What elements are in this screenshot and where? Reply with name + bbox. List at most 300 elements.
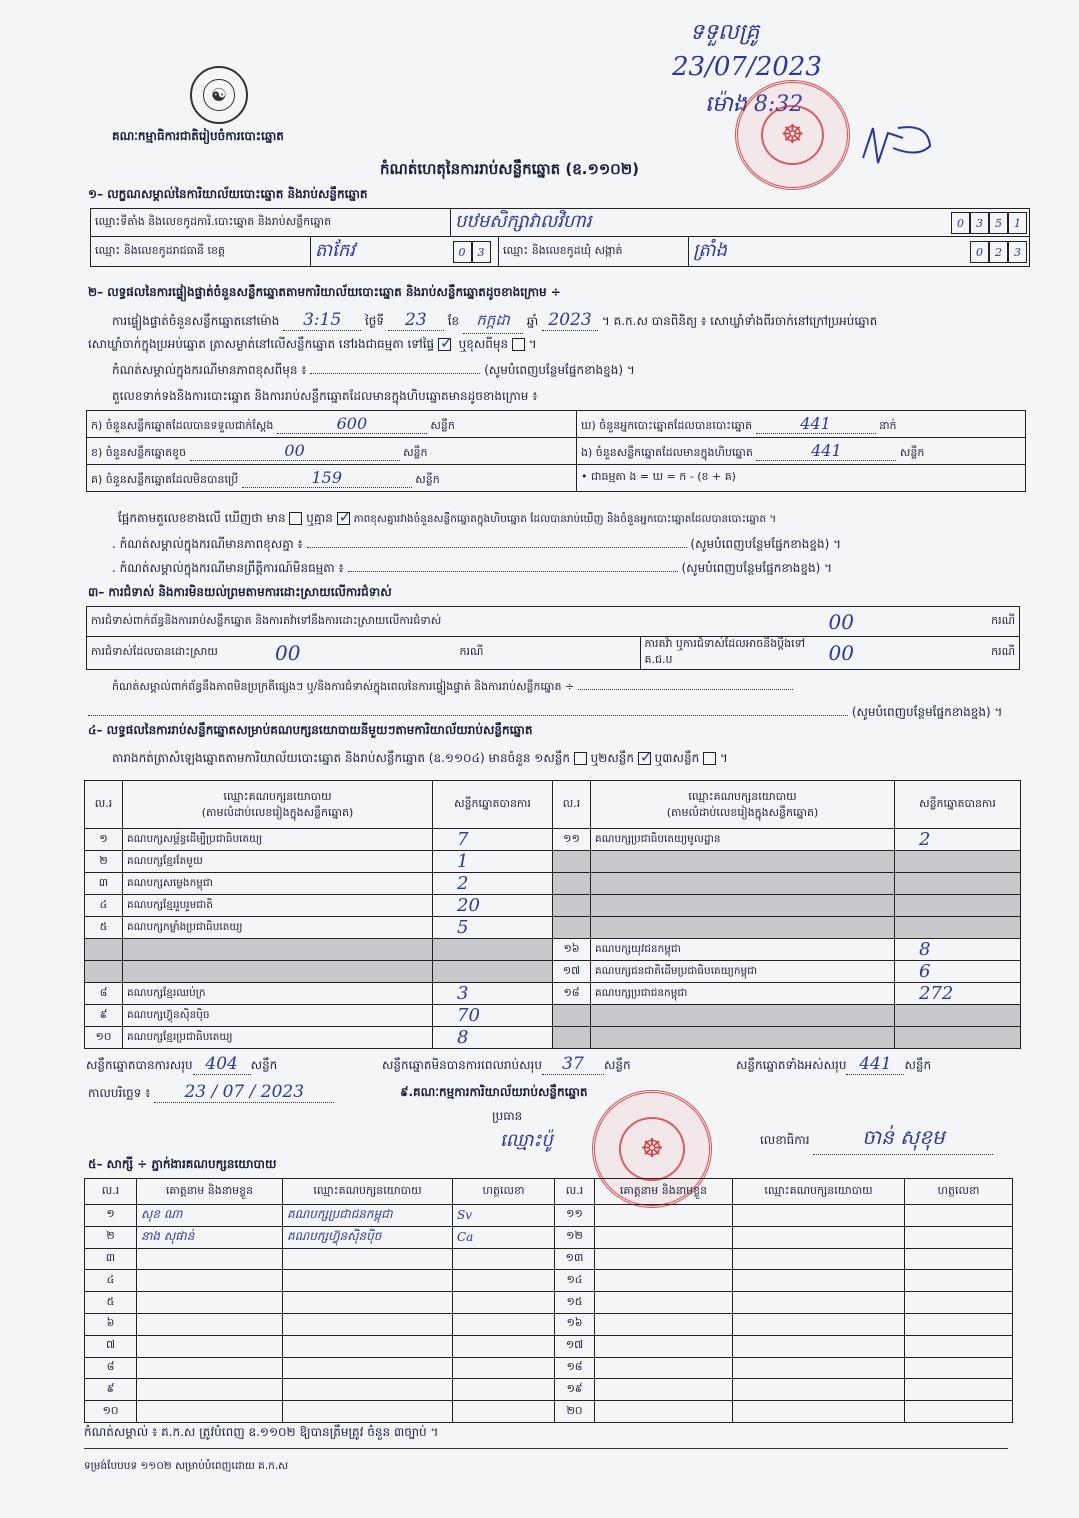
party-name bbox=[123, 829, 433, 851]
party-votes bbox=[433, 895, 553, 917]
office-code-digit: 5 bbox=[989, 212, 1008, 234]
party-no bbox=[553, 873, 591, 895]
witness-name bbox=[595, 1379, 733, 1401]
received-ballots-value: 600 bbox=[277, 414, 427, 434]
party-votes bbox=[895, 1027, 1021, 1049]
witness-name bbox=[595, 1248, 733, 1270]
witness-no-text: ២០ bbox=[566, 1403, 583, 1417]
witness-no-text: ៦ bbox=[106, 1316, 115, 1330]
objections-row2-label: ការជំទាស់ដែលបានដោះស្រាយ bbox=[87, 637, 272, 670]
witness-signature bbox=[453, 1379, 555, 1401]
witness-party bbox=[733, 1270, 905, 1292]
footer-divider bbox=[84, 1448, 1008, 1449]
witness-name bbox=[595, 1313, 733, 1335]
witness-signature bbox=[453, 1270, 555, 1292]
party-no-text: ៣ bbox=[98, 875, 109, 889]
chair-label: ប្រធាន bbox=[492, 1109, 523, 1123]
col-party bbox=[123, 781, 433, 829]
witness-no bbox=[555, 1401, 595, 1423]
objections-note-blank[interactable] bbox=[578, 689, 793, 690]
formula: • ជាធម្មតា ង = ឃ = ក - (ខ + គ) bbox=[577, 465, 1026, 492]
unit: នាក់ bbox=[879, 418, 897, 432]
col-no: ល.រ bbox=[553, 781, 591, 829]
witness-name-text: នាង សុផាន់ bbox=[141, 1229, 195, 1244]
voters-voted-value: 441 bbox=[756, 414, 876, 434]
party-name bbox=[591, 939, 895, 961]
witness-signature bbox=[453, 1313, 555, 1335]
incident-note-line bbox=[112, 560, 832, 578]
witness-party bbox=[283, 1401, 453, 1423]
witness-no bbox=[85, 1401, 137, 1423]
received-note: ទទួលគ្រូ bbox=[690, 20, 760, 45]
seal-check-text: សោឃ្លាំចាក់ក្នុងប្រអប់ឆ្នោត ត្រាសម្ងាត់នៅលើសន្លឹកឆ្នោត នៅរងជាធម្មតា ទៅផ្ទៃ bbox=[88, 337, 435, 351]
commune-code-digit: 0 bbox=[970, 241, 989, 263]
difference-note-blank[interactable] bbox=[310, 373, 480, 374]
witness-signature bbox=[905, 1379, 1013, 1401]
party-no bbox=[553, 917, 591, 939]
difference-no-checkbox[interactable] bbox=[337, 512, 350, 525]
witness-signature bbox=[905, 1270, 1013, 1292]
witness-col-name: គោត្តនាម និងនាមខ្លួន bbox=[595, 1179, 733, 1205]
party-votes-text bbox=[437, 961, 457, 982]
party-no bbox=[553, 829, 591, 851]
party-no bbox=[85, 829, 123, 851]
witness-no-text: ១៣ bbox=[565, 1250, 584, 1264]
witness-col-sign: ហត្ថលេខា bbox=[453, 1179, 555, 1205]
office-code-digit: 0 bbox=[951, 212, 970, 234]
incident-note-label: . កំណត់សម្គាល់ក្នុងករណីមានព្រឹត្តិការណ៍មិនធម្មតា ៖ bbox=[112, 561, 344, 575]
col-party bbox=[591, 781, 895, 829]
date-value: 23 / 07 / 2023 bbox=[154, 1082, 334, 1103]
witness-party bbox=[283, 1313, 453, 1335]
party-votes-text bbox=[899, 917, 919, 938]
witness-no bbox=[555, 1357, 595, 1379]
witness-no-text: ៤ bbox=[106, 1272, 115, 1286]
table-row bbox=[85, 917, 1021, 939]
total-valid-label: សន្លឹកឆ្នោតបានការសរុប bbox=[86, 1058, 193, 1072]
witness-name bbox=[137, 1379, 283, 1401]
witness-party bbox=[733, 1205, 905, 1227]
received-time: ម៉ោង 8:32 bbox=[705, 92, 804, 117]
party-name bbox=[123, 983, 433, 1005]
chair-signature: ឈ្មោះប៉ូ bbox=[500, 1130, 553, 1151]
col-no: ល.រ bbox=[85, 781, 123, 829]
party-votes bbox=[433, 1005, 553, 1027]
table-row bbox=[85, 1005, 1021, 1027]
table-row bbox=[85, 1379, 1013, 1401]
section1-table-row2 bbox=[90, 236, 1030, 267]
party-votes-text: 3 bbox=[457, 983, 469, 1004]
table-row bbox=[85, 1313, 1013, 1335]
unit: ករណី bbox=[970, 607, 1020, 637]
section1-heading: ១– លក្ខណសម្គាល់នៃការិយាល័យបោះឆ្នោត និងរាប់សន្លឹកឆ្នោត bbox=[88, 187, 368, 201]
witness-no bbox=[555, 1270, 595, 1292]
witness-signature bbox=[905, 1248, 1013, 1270]
total-invalid-value: 37 bbox=[542, 1054, 604, 1075]
province-value: តាកែវ bbox=[315, 240, 355, 261]
difference-note2-hint: (សូមបំពេញបន្ថែមផ្នែកខាងខ្នង) ។ bbox=[690, 537, 841, 551]
party-no-text: ១១ bbox=[563, 831, 580, 845]
party-votes bbox=[433, 829, 553, 851]
witness-party bbox=[733, 1335, 905, 1357]
verification-day-label: ថ្ងៃទី bbox=[365, 314, 385, 328]
witness-signature bbox=[453, 1335, 555, 1357]
witness-name bbox=[137, 1335, 283, 1357]
spoiled-ballots-label: ខ) ចំនួនសន្លឹកឆ្នោតខូច bbox=[91, 445, 187, 459]
witness-name bbox=[137, 1401, 283, 1423]
total-invalid-label: សន្លឹកឆ្នោតមិនបានការពេលរាប់សរុប bbox=[382, 1058, 542, 1072]
unit: សន្លឹក bbox=[899, 445, 925, 459]
party-votes bbox=[895, 851, 1021, 873]
verification-day: 23 bbox=[388, 310, 444, 331]
party-no-text: ៩ bbox=[99, 1007, 108, 1021]
unit: សន្លឹក bbox=[403, 445, 428, 459]
party-no bbox=[553, 939, 591, 961]
witness-name bbox=[595, 1401, 733, 1423]
party-name bbox=[591, 983, 895, 1005]
witness-signature bbox=[905, 1313, 1013, 1335]
verification-year: 2023 bbox=[542, 310, 598, 331]
official-stamp-bottom: ☸ bbox=[592, 1090, 712, 1208]
party-no bbox=[85, 1027, 123, 1049]
witness-signature bbox=[453, 1226, 555, 1248]
party-no bbox=[553, 895, 591, 917]
objections-note-label: កំណត់សម្គាល់ពាក់ព័ន្ធនឹងភាពមិនប្រក្រតីផ្សេងៗ ឬ/និងការជំទាស់ក្នុងពេលនៃការផ្ទៀងផ្ទាត់ និងការរាប់សន្លឹកឆ្នោត ÷ bbox=[112, 680, 575, 693]
witness-signature bbox=[905, 1205, 1013, 1227]
witness-no bbox=[555, 1313, 595, 1335]
figures-table bbox=[86, 410, 1026, 492]
unit: សន្លឹក bbox=[603, 1058, 631, 1072]
total-all-value: 441 bbox=[846, 1054, 904, 1075]
witness-party bbox=[733, 1379, 905, 1401]
table-row bbox=[85, 873, 1021, 895]
total-all-label: សន្លឹកឆ្នោតទាំងអស់សរុប bbox=[736, 1058, 847, 1072]
witness-signature bbox=[905, 1401, 1013, 1423]
counting-committee-label: ៩.គណៈកម្មការការិយាល័យរាប់សន្លឹកឆ្នោត bbox=[400, 1085, 588, 1099]
party-no bbox=[553, 1027, 591, 1049]
witness-signature bbox=[905, 1335, 1013, 1357]
witness-no bbox=[555, 1226, 595, 1248]
party-no bbox=[85, 895, 123, 917]
witness-signature bbox=[453, 1401, 555, 1423]
footer-note: កំណត់សម្គាល់ ៖ គ.ក.ស ត្រូវបំពេញ ឧ.១១០២ ឱ្យបានត្រឹមត្រូវ ចំនួន ៣ច្បាប់ ។ bbox=[84, 1425, 439, 1439]
unit: ករណី bbox=[970, 637, 1020, 670]
witness-no-text: ៣ bbox=[105, 1250, 116, 1264]
province-label: ឈ្មោះ និងលេខកូដរាជធានី ខេត្ត bbox=[91, 237, 311, 267]
difference-yes-checkbox[interactable] bbox=[289, 512, 302, 525]
date-line bbox=[88, 1082, 334, 1103]
results-body bbox=[85, 829, 1021, 1049]
total-all bbox=[736, 1054, 931, 1075]
witness-no bbox=[85, 1205, 137, 1227]
col-party-sub: (តាមលំដាប់លេខរៀងក្នុងសន្លឹកឆ្នោត) bbox=[201, 805, 354, 819]
difference-note-hint: (សូមបំពេញបន្ថែមផ្នែកខាងខ្នង) ។ bbox=[484, 363, 635, 377]
witness-no-text: ១៩ bbox=[566, 1381, 583, 1395]
totals-line bbox=[86, 1054, 1020, 1076]
witness-party bbox=[283, 1270, 453, 1292]
witness-no-text: ៨ bbox=[106, 1359, 115, 1373]
party-votes-text: 7 bbox=[457, 829, 469, 850]
party-votes bbox=[895, 961, 1021, 983]
witness-name bbox=[595, 1335, 733, 1357]
col-party-title: ឈ្មោះគណបក្សនយោបាយ bbox=[688, 789, 797, 803]
witness-col-no: ល.រ bbox=[85, 1179, 137, 1205]
party-votes-text: 20 bbox=[457, 895, 480, 916]
party-name bbox=[591, 1027, 895, 1049]
table-row bbox=[85, 851, 1021, 873]
witness-no bbox=[555, 1205, 595, 1227]
party-name-text: គណបក្សខ្មែរប្រជាធិបតេយ្យ bbox=[127, 1030, 233, 1043]
witness-party bbox=[283, 1292, 453, 1314]
table-row bbox=[85, 1248, 1013, 1270]
party-votes-text: 8 bbox=[457, 1027, 469, 1048]
witness-no-text: ១៦ bbox=[566, 1316, 583, 1330]
table-row bbox=[85, 961, 1021, 983]
incident-note-blank[interactable] bbox=[348, 571, 678, 572]
table-row bbox=[85, 1226, 1013, 1248]
party-votes bbox=[433, 939, 553, 961]
voters-voted-label: ឃ) ចំនួនអ្នកបោះឆ្នោតដែលបានបោះឆ្នោត bbox=[581, 418, 753, 432]
spoiled-ballots-value: 00 bbox=[190, 441, 400, 461]
witness-party-text: គណបក្សហ៊្វុនស៊ិនប៉ិច bbox=[287, 1229, 382, 1244]
page-title: កំណត់ហេតុនៃការរាប់សន្លឹកឆ្នោត (ឧ.១១០២) bbox=[380, 160, 640, 178]
committee-emblem-icon: ☯ bbox=[190, 66, 248, 124]
witness-no-text: ២ bbox=[106, 1229, 115, 1243]
two-sheets-checkbox[interactable] bbox=[638, 752, 651, 765]
two-sheets-label: ឬ២សន្លឹក bbox=[590, 751, 635, 765]
committee-name: គណៈកម្មាធិការជាតិរៀបចំការបោះឆ្នោត bbox=[112, 129, 284, 143]
witness-no-text: ១៥ bbox=[566, 1294, 583, 1308]
total-valid bbox=[86, 1054, 277, 1075]
witness-col-party: ឈ្មោះគណបក្សនយោបាយ bbox=[733, 1179, 905, 1205]
party-votes-text bbox=[899, 895, 919, 916]
party-votes-text: 8 bbox=[919, 939, 931, 960]
witness-name bbox=[137, 1248, 283, 1270]
table-row bbox=[85, 1292, 1013, 1314]
verification-year-label: ឆ្នាំ bbox=[526, 314, 539, 328]
party-name-text: គណបក្សសម្លេងកម្ពុជា bbox=[127, 876, 213, 889]
witness-name bbox=[137, 1313, 283, 1335]
objections-note bbox=[112, 680, 793, 696]
party-no bbox=[85, 983, 123, 1005]
party-no-text: ៤ bbox=[99, 897, 108, 911]
tally-sheets-label: តារាងកត់ត្រាសំឡេងឆ្នោតតាមការិយាល័យបោះឆ្នោត និងរាប់សន្លឹកឆ្នោត (ឧ.១១០៤) មានចំនួន ១សន្លឹក bbox=[112, 751, 570, 765]
party-name-text: គណបក្សយុវជនកម្ពុជា bbox=[595, 942, 681, 955]
total-invalid bbox=[382, 1054, 631, 1075]
party-votes-text bbox=[899, 851, 919, 872]
witness-party bbox=[283, 1335, 453, 1357]
witness-no bbox=[85, 1335, 137, 1357]
objections-row1-label: ការជំទាស់ពាក់ព័ន្ធនិងការរាប់សន្លឹកឆ្នោត និងការតវ៉ាទៅនឹងការដោះស្រាយលើការជំទាស់ bbox=[87, 607, 825, 637]
witness-party bbox=[733, 1292, 905, 1314]
witness-col-sign: ហត្ថលេខា bbox=[905, 1179, 1013, 1205]
table-row bbox=[85, 983, 1021, 1005]
party-votes bbox=[895, 895, 1021, 917]
section3-heading: ៣– ការជំទាស់ និងការមិនយល់ព្រមតាមការដោះស្រាយលើការជំទាស់ bbox=[88, 585, 392, 599]
witness-no-text: ១០ bbox=[102, 1403, 119, 1417]
witness-col-no: ល.រ bbox=[555, 1179, 595, 1205]
verification-time-label: ការផ្ទៀងផ្ទាត់ចំនួនសន្លឹកឆ្នោតនៅម៉ោង bbox=[112, 314, 280, 328]
unit: សន្លឹក bbox=[430, 418, 455, 432]
figures-intro: តួលេខទាក់ទងនិងការបោះឆ្នោត និងការរាប់សន្លឹកឆ្នោតដែលមានក្នុងហិបឆ្នោតមានដូចខាងក្រោម ៖ bbox=[112, 389, 538, 403]
party-no bbox=[85, 851, 123, 873]
party-name bbox=[123, 939, 433, 961]
difference-note2-label: . កំណត់សម្គាល់ក្នុងករណីមានភាពខុសគ្នា ៖ bbox=[112, 537, 303, 551]
party-name-text: គណបក្សខ្មែររួបរួមជាតិ bbox=[127, 898, 213, 911]
unit: សន្លឹក bbox=[415, 472, 440, 486]
witness-no bbox=[85, 1357, 137, 1379]
seal-intact-checkbox[interactable] bbox=[438, 338, 451, 351]
party-name bbox=[591, 917, 895, 939]
party-name-text: គណបក្សសម្ព័ន្ធដើម្បីប្រជាធិបតេយ្យ bbox=[127, 832, 263, 845]
witness-name bbox=[595, 1205, 733, 1227]
witness-signature bbox=[453, 1357, 555, 1379]
objections-table bbox=[86, 606, 1020, 670]
unused-ballots-value: 159 bbox=[242, 468, 412, 488]
seal-changed-checkbox[interactable] bbox=[512, 338, 525, 351]
witness-no bbox=[555, 1292, 595, 1314]
table-row bbox=[85, 1401, 1013, 1423]
party-votes bbox=[895, 873, 1021, 895]
party-votes bbox=[433, 1027, 553, 1049]
province-code-digit: 0 bbox=[453, 241, 472, 263]
witness-no bbox=[85, 1313, 137, 1335]
commune-code-digit: 3 bbox=[1008, 241, 1027, 263]
party-no bbox=[85, 961, 123, 983]
witness-no bbox=[85, 1292, 137, 1314]
witness-no-text: ១៤ bbox=[566, 1272, 583, 1286]
party-votes bbox=[895, 917, 1021, 939]
difference-compare-line bbox=[118, 510, 776, 528]
section4-heading: ៤– លទ្ធផលនៃការរាប់សន្លឹកឆ្នោតសម្រាប់គណបក្សនយោបាយនីមួយៗតាមការិយាល័យរាប់សន្លឹកឆ្នោត bbox=[88, 723, 533, 737]
verification-month-label: ខែ bbox=[447, 314, 460, 328]
party-votes bbox=[895, 983, 1021, 1005]
verification-time: 3:15 bbox=[283, 310, 361, 331]
witness-signature bbox=[453, 1292, 555, 1314]
witness-no bbox=[555, 1248, 595, 1270]
seal-check-line: សោឃ្លាំចាក់ក្នុងប្រអប់ឆ្នោត ត្រាសម្ងាត់នៅលើសន្លឹកឆ្នោត នៅរងជាធម្មតា ទៅផ្ទៃ ✓ ឬខុសពីមុន ។ bbox=[88, 336, 537, 354]
witness-col-party: ឈ្មោះគណបក្សនយោបាយ bbox=[283, 1179, 453, 1205]
witness-table bbox=[84, 1178, 1013, 1423]
party-no bbox=[553, 961, 591, 983]
date-label: កាលបរិច្ឆេទ ៖ bbox=[88, 1086, 151, 1100]
witness-signature-text: Sv bbox=[457, 1208, 472, 1223]
received-date: 23/07/2023 bbox=[672, 52, 822, 82]
office-code-digit: 1 bbox=[1008, 212, 1027, 234]
witness-party bbox=[283, 1379, 453, 1401]
verification-month: កក្កដា bbox=[463, 311, 523, 334]
ballots-in-box-value: 441 bbox=[756, 441, 896, 461]
witness-col-name: គោត្តនាម និងនាមខ្លួន bbox=[137, 1179, 283, 1205]
seal-changed-label: ឬខុសពីមុន bbox=[458, 337, 509, 351]
party-no bbox=[85, 1005, 123, 1027]
party-no bbox=[553, 1005, 591, 1027]
witness-name bbox=[137, 1226, 283, 1248]
difference-text: ភាពខុសគ្នារវាងចំនួនសន្លឹកឆ្នោតក្នុងហិបឆ្នោត ដែលបានរាប់ឃើញ និងចំនួនអ្នកបោះឆ្នោតដែលបានបោះឆ្នោត ។ bbox=[353, 513, 777, 525]
party-votes-text: 2 bbox=[457, 873, 469, 894]
witness-signature bbox=[453, 1248, 555, 1270]
col-votes: សន្លឹកឆ្នោតបានការ bbox=[895, 781, 1021, 829]
objections-note2-blank[interactable] bbox=[88, 715, 848, 716]
witness-name bbox=[595, 1270, 733, 1292]
witness-party bbox=[733, 1357, 905, 1379]
witness-no bbox=[85, 1226, 137, 1248]
three-sheets-checkbox[interactable] bbox=[703, 752, 716, 765]
objections-row3-value: 00 bbox=[828, 641, 854, 665]
party-no-text: ១ bbox=[99, 831, 108, 845]
one-sheet-checkbox[interactable] bbox=[574, 752, 587, 765]
party-name bbox=[123, 1005, 433, 1027]
party-name bbox=[123, 1027, 433, 1049]
witness-party bbox=[733, 1313, 905, 1335]
tally-sheets-line: តារាងកត់ត្រាសំឡេងឆ្នោតតាមការិយាល័យបោះឆ្នោត និងរាប់សន្លឹកឆ្នោត (ឧ.១១០៤) មានចំនួន ១សន្លឹក ឬ២សន្លឹក ✓ ឬ៣សន្លឹក ។ bbox=[112, 750, 728, 768]
objections-note-hint: (សូមបំពេញបន្ថែមផ្នែកខាងខ្នង) ។ bbox=[851, 705, 1003, 719]
witness-party bbox=[733, 1226, 905, 1248]
table-row bbox=[85, 1027, 1021, 1049]
party-no-text: ២ bbox=[99, 853, 108, 867]
party-votes-text bbox=[899, 1027, 919, 1048]
party-name bbox=[123, 917, 433, 939]
difference-note-label: កំណត់សម្គាល់ក្នុងករណីមានភាពខុសពីមុន ៖ bbox=[112, 363, 307, 377]
table-row bbox=[85, 1205, 1013, 1227]
witness-no-text: ៩ bbox=[106, 1381, 115, 1395]
party-votes bbox=[433, 873, 553, 895]
witness-signature bbox=[905, 1357, 1013, 1379]
party-votes-text: 70 bbox=[457, 1005, 480, 1026]
objections-row1-value: 00 bbox=[828, 609, 854, 634]
witness-signature bbox=[905, 1226, 1013, 1248]
col-party-title: ឈ្មោះគណបក្សនយោបាយ bbox=[223, 789, 332, 803]
ballots-in-box-label: ង) ចំនួនសន្លឹកឆ្នោតដែលមានក្នុងហិបឆ្នោត bbox=[581, 445, 753, 459]
section5-heading: ៥– សាក្សី ÷ ភ្នាក់ងារគណបក្សនយោបាយ bbox=[88, 1157, 277, 1171]
witness-name-text: សុខ ណា bbox=[141, 1207, 183, 1222]
objections-row2-value: 00 bbox=[275, 641, 301, 665]
unit: ករណី bbox=[456, 637, 641, 670]
office-code-digit: 3 bbox=[970, 212, 989, 234]
party-no-text: ៨ bbox=[99, 985, 108, 999]
party-no bbox=[553, 983, 591, 1005]
party-votes bbox=[895, 1005, 1021, 1027]
party-name bbox=[591, 829, 895, 851]
signature-top bbox=[858, 118, 938, 173]
party-no bbox=[85, 917, 123, 939]
party-name-text: គណបក្សប្រជាធិបតេយ្យមូលដ្ឋាន bbox=[595, 832, 721, 845]
witness-signature bbox=[453, 1205, 555, 1227]
verification-line bbox=[112, 310, 877, 334]
party-name-text: គណបក្សប្រជាជនកម្ពុជា bbox=[595, 986, 688, 999]
footer-form-ref: ទម្រង់បែបបទ ១១០២ សម្រាប់បំពេញដោយ គ.ក.ស bbox=[84, 1460, 289, 1472]
total-valid-value: 404 bbox=[193, 1054, 251, 1075]
party-votes-text: 5 bbox=[457, 917, 469, 938]
witness-no bbox=[85, 1379, 137, 1401]
witness-name bbox=[595, 1292, 733, 1314]
party-votes bbox=[433, 851, 553, 873]
party-name bbox=[123, 961, 433, 983]
witness-signature-text: Ca bbox=[457, 1230, 474, 1245]
witness-no bbox=[85, 1248, 137, 1270]
party-name-text: គណបក្សខ្មែរតែមួយ bbox=[127, 854, 203, 867]
difference-note2-blank[interactable] bbox=[307, 547, 687, 548]
party-votes-text bbox=[899, 1005, 919, 1026]
witness-no bbox=[85, 1270, 137, 1292]
commune-value: ត្រាំង bbox=[693, 240, 727, 261]
party-no-text: ១៧ bbox=[562, 963, 581, 977]
witness-party bbox=[283, 1248, 453, 1270]
witness-name bbox=[595, 1357, 733, 1379]
witness-no bbox=[555, 1335, 595, 1357]
office-label: ឈ្មោះទីតាំង និងលេខកូដការិ.បោះឆ្នោត និងរាប់សន្លឹកឆ្នោត bbox=[91, 209, 451, 237]
verification-text: ។ គ.ក.ស បានពិនិត្យ ៖ សោឃ្លាំទាំងពីរចាក់នៅក្រៅ​ប្រអប់ឆ្នោត bbox=[601, 314, 878, 328]
